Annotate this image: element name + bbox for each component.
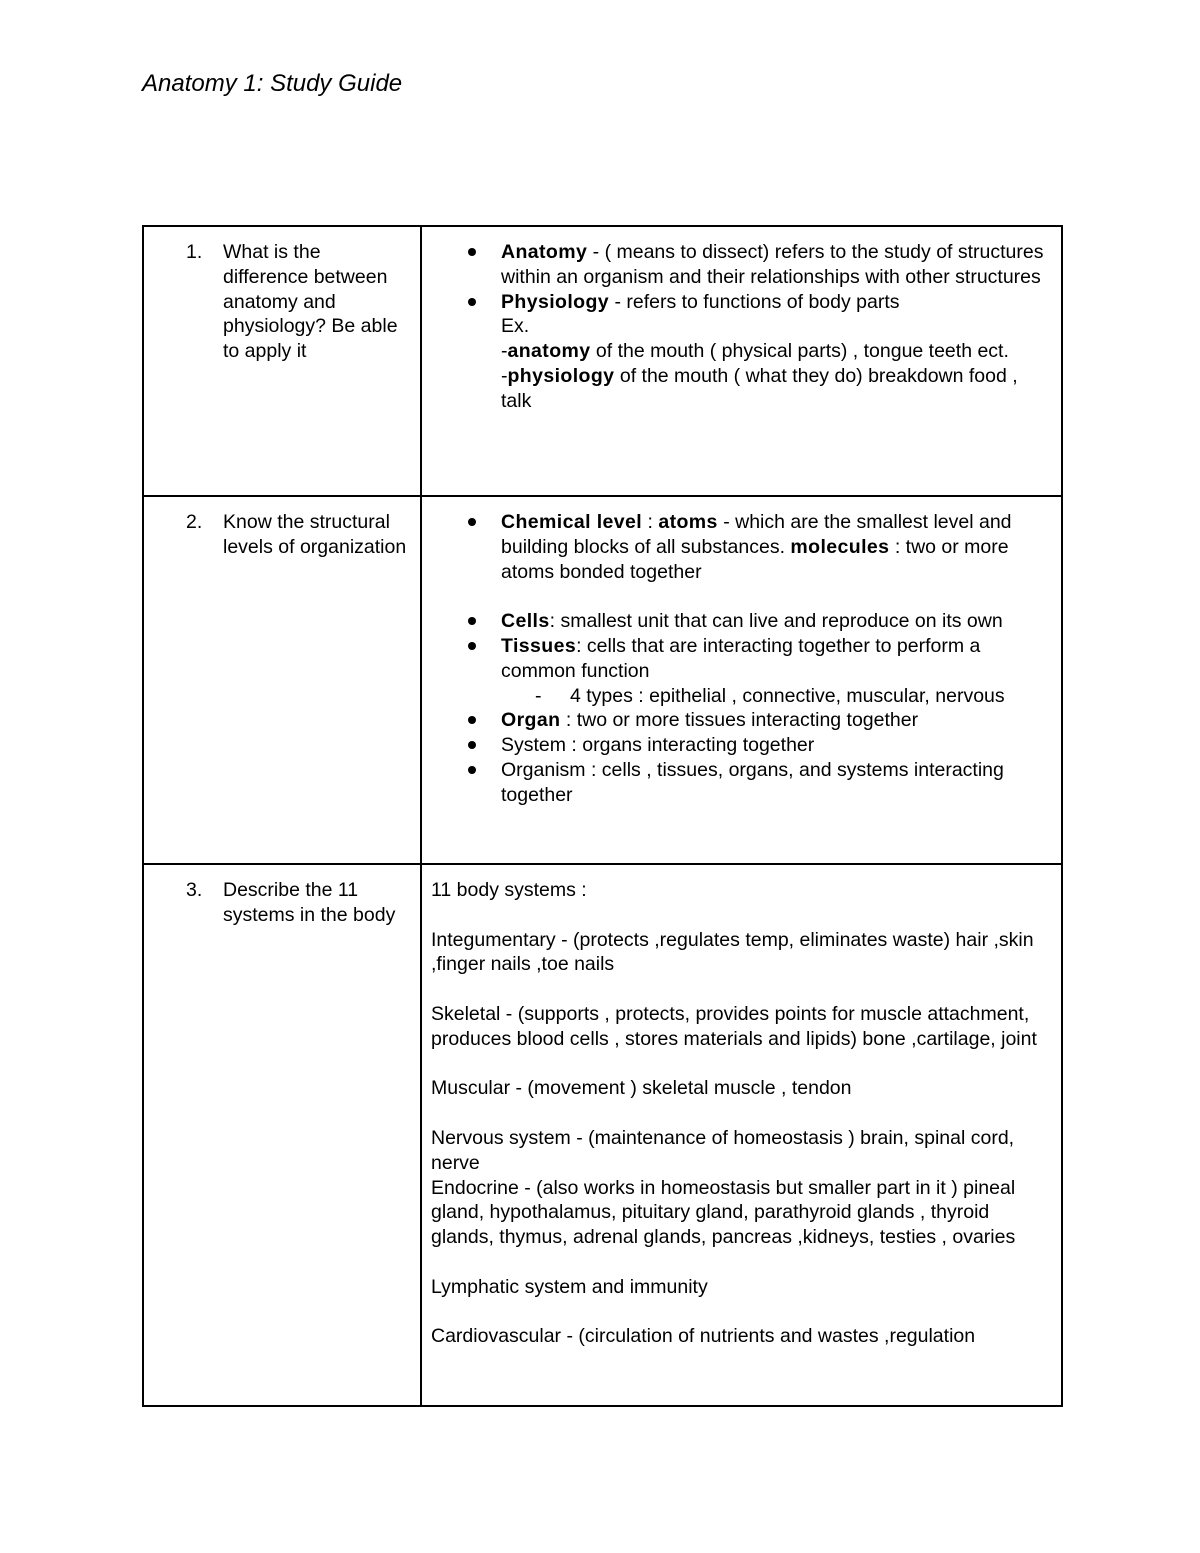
system-skeletal: Skeletal - (supports , protects, provides points for muscle attachment, produces blood cells , stores materials and lipids) bone ,cartilage, joint [431,1002,1037,1050]
definition-text: - which are the smallest level and building blocks of all substances. [501,511,1012,558]
example-text: of the mouth ( physical parts) , tongue teeth ect. [590,340,1009,363]
list-item [431,634,1047,708]
question-cell [143,496,421,864]
definition-text: : two or more atoms bonded together [501,535,1009,583]
list-item [431,290,1047,315]
example-label: Ex. [501,315,530,338]
term-cells: Cells [501,610,550,633]
study-guide-table [142,225,1063,1407]
system-endocrine: Endocrine - (also works in homeostasis but smaller part in it ) pineal gland, hypothalamus, pituitary gland, parathyroid glands , thyroid glands, thymus, adrenal glands, pancreas ,kidneys, testies , ovaries [431,1176,1016,1249]
system-integumentary: Integumentary - (protects ,regulates temp, eliminates waste) hair ,skin ,finger nails ,toe nails [431,928,1034,976]
definition-text: - ( means to dissect) refers to the study of structures within an organism and their relationships with other structures [501,241,1044,288]
list-item: System : organs interacting together [431,733,1047,758]
system-muscular: Muscular - (movement ) skeletal muscle , tendon [431,1077,852,1100]
question-cell [143,864,421,1406]
bullet-list [431,510,1047,808]
answer-cell [421,226,1062,496]
bullet-list [431,240,1047,314]
table-row [143,496,1062,864]
separator: : [642,511,659,533]
answer-cell [421,496,1062,864]
definition-text: - refers to functions of body parts [609,290,900,313]
definition-text: : smallest unit that can live and reproduce on its own [549,610,1003,633]
term-molecules: molecules [790,535,890,558]
list-item [431,609,1047,634]
example-line [501,364,1047,414]
term-anatomy-example: anatomy [507,340,591,363]
answer-cell [421,864,1062,1406]
definition-text: : two or more tissues interacting together [560,709,919,732]
term-anatomy: Anatomy [501,241,588,263]
list-item: Organism : cells , tissues, organs, and systems interacting together [431,758,1047,808]
term-atoms: atoms [658,511,718,533]
example-block [431,314,1047,413]
term-physiology-example: physiology [507,364,615,387]
table-row [143,226,1062,496]
question-number: 3. [186,879,203,901]
page-title: Anatomy 1: Study Guide [142,70,403,97]
dash: - [501,364,508,387]
definition-text: : cells that are interacting together to perform a common function [501,634,981,682]
term-tissues: Tissues [501,634,577,657]
term-organ: Organ [501,709,561,732]
question-text: Describe the 11 systems in the body [223,879,396,926]
example-text: of the mouth ( what they do) breakdown food , talk [501,364,1018,412]
term-chemical-level: Chemical level [501,511,643,533]
example-line [501,339,1047,364]
question-cell [143,226,421,496]
dash: - [501,340,508,363]
systems-intro: 11 body systems : [431,879,587,901]
question-number: 2. [186,511,203,533]
list-item [431,708,1047,733]
sub-list [501,684,1047,709]
term-physiology: Physiology [501,290,610,313]
question-number: 1. [186,241,203,263]
question-text: Know the structural levels of organization [223,511,407,558]
system-nervous: Nervous system - (maintenance of homeostasis ) brain, spinal cord, nerve [431,1126,1015,1174]
list-item [431,240,1047,290]
table-row [143,864,1062,1406]
system-lymphatic: Lymphatic system and immunity [431,1275,708,1298]
question-text: What is the difference between anatomy and physiology? Be able to apply it [223,241,398,363]
list-item [431,510,1047,584]
list-item: - 4 types : epithelial , connective, muscular, nervous [501,684,1047,709]
system-cardiovascular: Cardiovascular - (circulation of nutrients and wastes ,regulation [431,1325,976,1348]
